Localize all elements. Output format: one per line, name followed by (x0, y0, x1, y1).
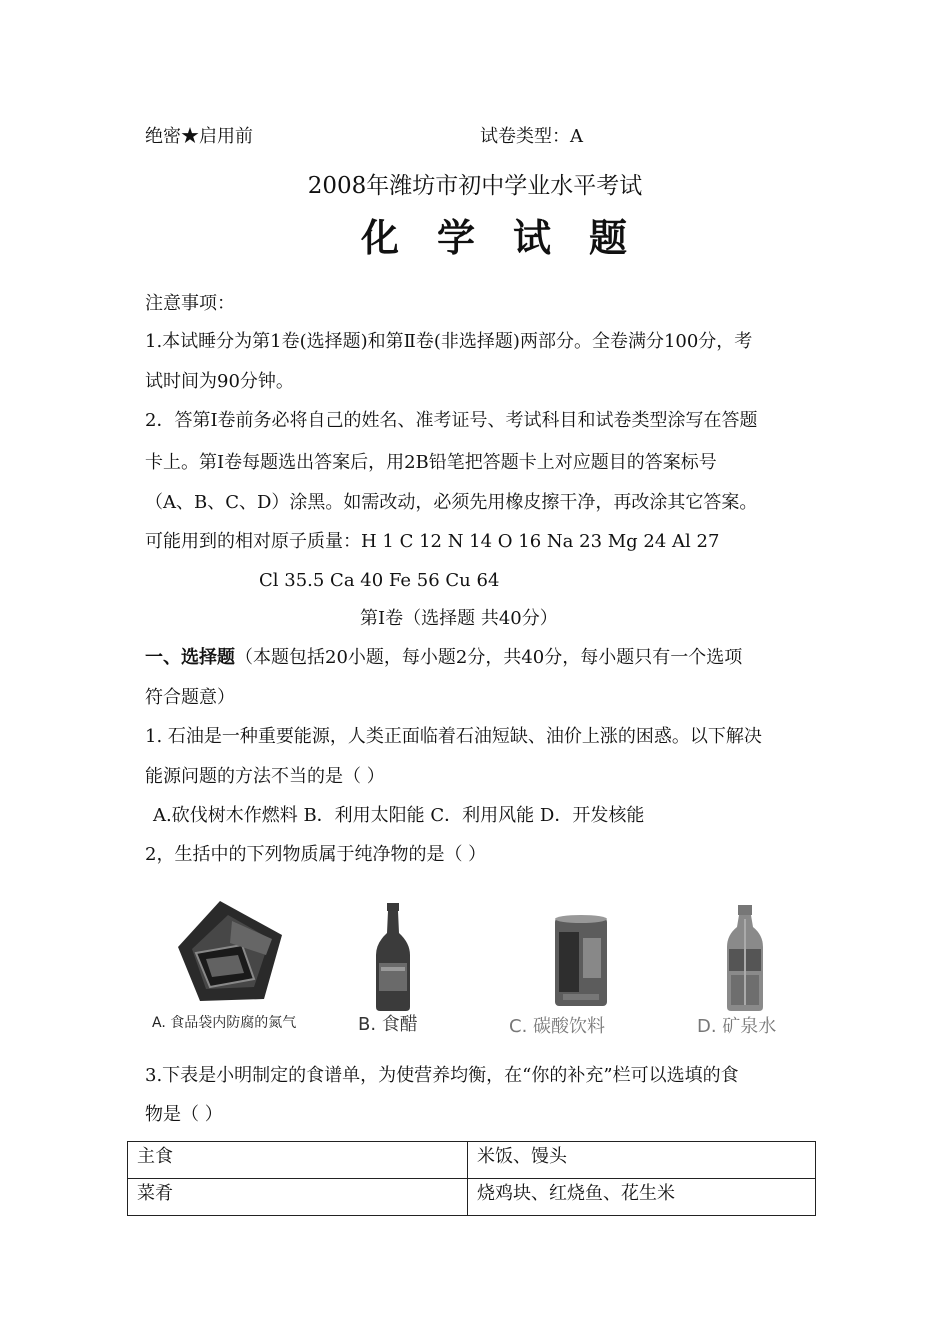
table-row (128, 1179, 816, 1216)
part1-desc: （本题包括20小题，每小题2分，共40分，每小题只有一个选项 (235, 647, 743, 668)
q2-caption-a: A. 食品袋内防腐的氮气 (152, 1015, 297, 1031)
q1-options: A.砍伐树木作燃料 B．利用太阳能 C．利用风能 D．开发核能 (153, 805, 645, 826)
nitrogen-bag-image (172, 895, 292, 1007)
notes-item2-line2: 卡上。第Ⅰ卷每题选出答案后，用2B铅笔把答题卡上对应题目的答案标号 (145, 452, 717, 473)
atomic-mass-line1: 可能用到的相对原子质量：H 1 C 12 N 14 O 16 Na 23 Mg 24 Al 27 (145, 531, 720, 552)
table-cell: 主食 (128, 1142, 468, 1179)
q2-caption-c: C. 碳酸饮料 (509, 1016, 606, 1037)
notes-item2-line1: 2．答第Ⅰ卷前务必将自己的姓名、准考证号、考试科目和试卷类型涂写在答题 (145, 410, 758, 431)
section1-heading: 第Ⅰ卷（选择题 共40分） (360, 608, 558, 629)
part1-heading (145, 646, 742, 670)
notes-item2-line3: （A、B、C、D）涂黑。如需改动，必须先用橡皮擦干净，再改涂其它答案。 (145, 492, 758, 513)
atomic-mass-line2: Cl 35.5 Ca 40 Fe 56 Cu 64 (259, 570, 500, 591)
subject-title: 化学试题 (360, 216, 665, 260)
table-cell: 米饭、馒头 (468, 1142, 816, 1179)
q2-caption-b: B. 食醋 (358, 1014, 418, 1035)
soda-can-image (553, 914, 609, 1008)
secret-label: 绝密★启用前 (145, 126, 253, 147)
exam-title: 2008年潍坊市初中学业水平考试 (307, 173, 643, 199)
part1-desc-line2: 符合题意） (145, 687, 235, 708)
paper-type-label: 试卷类型：A (480, 126, 583, 147)
notes-heading: 注意事项： (145, 293, 235, 314)
q3-line1: 3.下表是小明制定的食谱单，为使营养均衡，在“你的补充”栏可以选填的食 (145, 1065, 739, 1086)
notes-item1-line1: 1.本试睡分为第1卷(选择题)和第Ⅱ卷(非选择题)两部分。全卷满分100分，考 (145, 331, 753, 352)
table-cell: 菜肴 (128, 1179, 468, 1216)
menu-table (127, 1141, 816, 1216)
mineral-water-bottle-image (725, 905, 765, 1011)
table-row (128, 1142, 816, 1179)
vinegar-bottle-image (372, 903, 414, 1011)
q2-stem: 2，生括中的下列物质属于纯净物的是（ ） (145, 844, 487, 865)
table-cell: 烧鸡块、红烧鱼、花生米 (468, 1179, 816, 1216)
q1-line1: 1. 石油是一种重要能源，人类正面临着石油短缺、油价上涨的困惑。以下解决 (145, 726, 762, 747)
part1-label: 一、选择题 (145, 647, 235, 668)
notes-item1-line2: 试时间为90分钟。 (145, 371, 294, 392)
q1-line2: 能源问题的方法不当的是（ ） (145, 766, 385, 787)
q3-line2: 物是（ ） (145, 1104, 223, 1125)
q2-caption-d: D. 矿泉水 (697, 1016, 777, 1037)
